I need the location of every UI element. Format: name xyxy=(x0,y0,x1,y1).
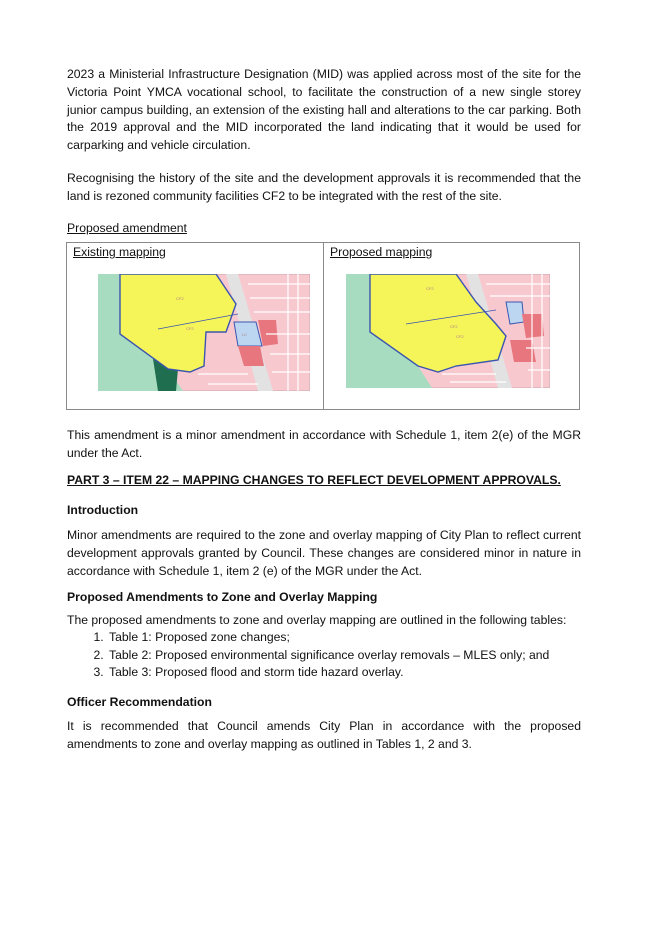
proposed-zone-map xyxy=(346,274,550,388)
minor-amendment-note: This amendment is a minor amendment in accordance with Schedule 1, item 2(e) of the MGR under the Act. xyxy=(67,428,581,460)
officer-recommendation-text: It is recommended that Council amends City Plan in accordance with the proposed amendments to zone and overlay mapping as outlined in Tables 1, 2 and 3. xyxy=(67,719,581,751)
introduction-heading: Introduction xyxy=(67,503,139,517)
svg-text:LC: LC xyxy=(242,332,248,337)
part3-title: PART 3 – ITEM 22 – MAPPING CHANGES TO REFLECT DEVELOPMENT APPROVALS. xyxy=(67,473,561,487)
existing-mapping-label: Existing mapping xyxy=(73,245,166,259)
list-item: 2. Table 2: Proposed environmental significance overlay removals – MLES only; and xyxy=(107,647,549,665)
list-item: 1. Table 1: Proposed zone changes; xyxy=(107,629,549,647)
amendments-heading: Proposed Amendments to Zone and Overlay Mapping xyxy=(67,590,378,604)
mapping-comparison-table xyxy=(66,242,580,410)
tables-list xyxy=(67,629,549,682)
list-item: 3. Table 3: Proposed flood and storm tide hazard overlay. xyxy=(107,664,549,682)
svg-text:CF2: CF2 xyxy=(426,286,434,291)
svg-text:CF2: CF2 xyxy=(176,296,184,301)
proposed-amendment-heading: Proposed amendment xyxy=(67,221,187,235)
introduction-text: Minor amendments are required to the zone and overlay mapping of City Plan to reflect current development approvals granted by Council. These changes are considered minor in nature in accordance with Schedule 1, item 2 (e) of the MGR under the Act. xyxy=(67,528,581,578)
amendments-text: The proposed amendments to zone and overlay mapping are outlined in the following tables: xyxy=(67,613,567,627)
proposed-mapping-label: Proposed mapping xyxy=(330,245,433,259)
svg-text:CF2: CF2 xyxy=(456,334,464,339)
svg-text:CF2: CF2 xyxy=(186,326,194,331)
paragraph-mid-history: 2023 a Ministerial Infrastructure Designation (MID) was applied across most of the site for the Victoria Point YMCA vocational school, to facilitate the construction of a new single storey junior campus building, an extension of the existing hall and alterations to the car parking. Both the 2019 approval and the MID incorporated the land indicating that it would be used for carparking and vehicle circulation. xyxy=(67,67,581,153)
paragraph-recommendation: Recognising the history of the site and the development approvals it is recommended that the land is rezoned community facilities CF2 to be integrated with the rest of the site. xyxy=(67,171,581,203)
officer-recommendation-heading: Officer Recommendation xyxy=(67,695,212,709)
svg-text:CF2: CF2 xyxy=(450,324,458,329)
table-divider xyxy=(323,243,324,409)
existing-zone-map xyxy=(98,274,310,391)
